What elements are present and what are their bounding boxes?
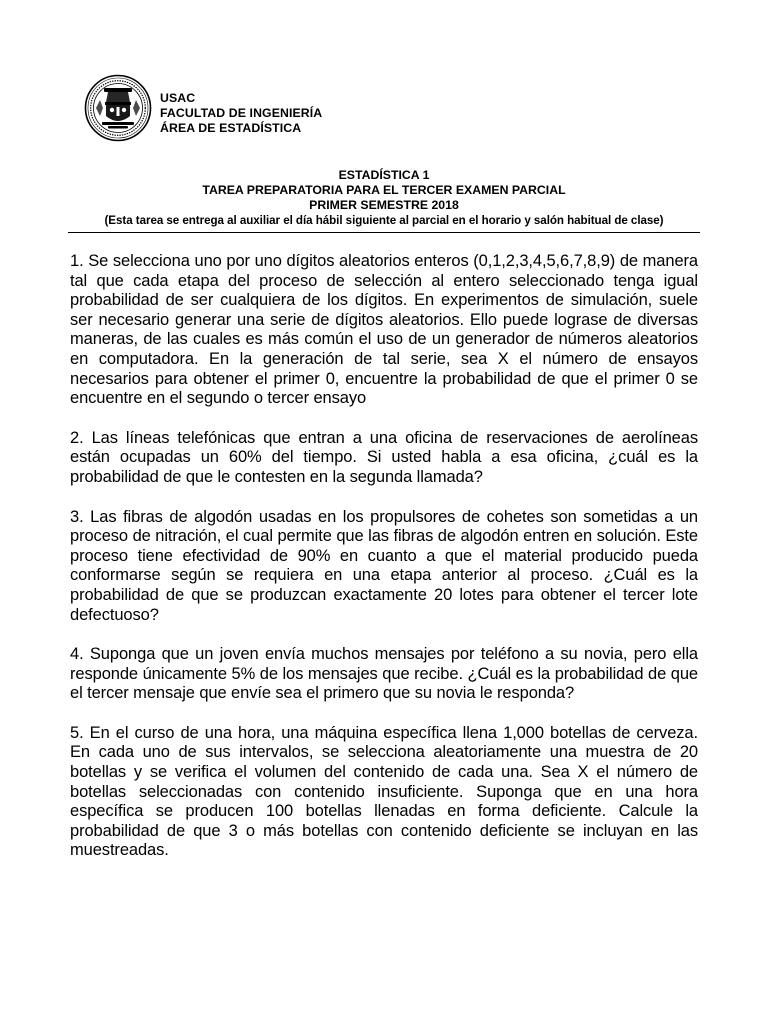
semester-title: PRIMER SEMESTRE 2018 <box>309 198 459 212</box>
assignment-title: TAREA PREPARATORIA PARA EL TERCER EXAMEN PARCIAL <box>202 183 566 197</box>
problem-2: 2. Las líneas telefónicas que entran a una oficina de reservaciones de aerolíneas están ocupadas un 60% del tiempo. Si usted habla a esa oficina, ¿cuál es la probabilidad de que le contesten en la segunda llamada? <box>70 428 698 486</box>
delivery-note: (Esta tarea se entrega al auxiliar el día hábil siguiente al parcial en el horario y salón habitual de clase) <box>104 214 664 227</box>
problem-1: 1. Se selecciona uno por uno dígitos aleatorios enteros (0,1,2,3,4,5,6,7,8,9) de manera tal que cada etapa del proceso de selección al entero seleccionado tenga igual probabilidad de ser cualquiera de los dígitos. En experimentos de simulación, suele ser necesario generar una serie de dígitos aleatorios. Ello puede lograse de diversas maneras, de las cuales es más común el uso de un generador de números aleatorios en computadora. En la generación de tal serie, sea X el número de ensayos necesarios para obtener el primer 0, encuentre la probabilidad de que el primer 0 se encuentre en el segundo o tercer ensayo <box>70 252 698 408</box>
course-title: ESTADÍSTICA 1 <box>338 168 430 182</box>
problem-5: 5. En el curso de una hora, una máquina específica llena 1,000 botellas de cerveza. En cada uno de sus intervalos, se selecciona aleatoriamente una muestra de 20 botellas y se verifica el volumen del contenido de cada una. Sea X el número de botellas seleccionadas con contenido insuficiente. Suponga que en una hora específica se producen 100 botellas llenadas en forma deficiente. Calcule la probabilidad de que 3 o más botellas con contenido deficiente se incluyan en las muestreadas. <box>70 723 698 860</box>
problem-4: 4. Suponga que un joven envía muchos mensajes por teléfono a su novia, pero ella responde únicamente 5% de los mensajes que recibe. ¿Cuál es la probabilidad de que el tercer mensaje que envíe sea el primero que su novia le responda? <box>70 645 698 703</box>
university-seal-icon <box>84 74 152 142</box>
faculty-name: FACULTAD DE INGENIERÍA <box>160 106 323 120</box>
university-name: USAC <box>160 91 196 105</box>
problem-3: 3. Las fibras de algodón usadas en los propulsores de cohetes son sometidas a un proceso de nitración, el cual permite que las fibras de algodón entren en solución. Este proceso tiene efectividad de 90% en cuanto a que el material producido pueda conformarse según se requiera en una etapa anterior al proceso. ¿Cuál es la probabilidad de que se produzcan exactamente 20 lotes para obtener el tercer lote defectuoso? <box>70 507 698 624</box>
document-titles <box>66 168 702 228</box>
header-divider <box>68 232 700 233</box>
institution-block <box>160 91 322 136</box>
problem-list <box>70 252 698 881</box>
document-header <box>84 74 704 164</box>
department-name: ÁREA DE ESTADÍSTICA <box>160 121 302 135</box>
